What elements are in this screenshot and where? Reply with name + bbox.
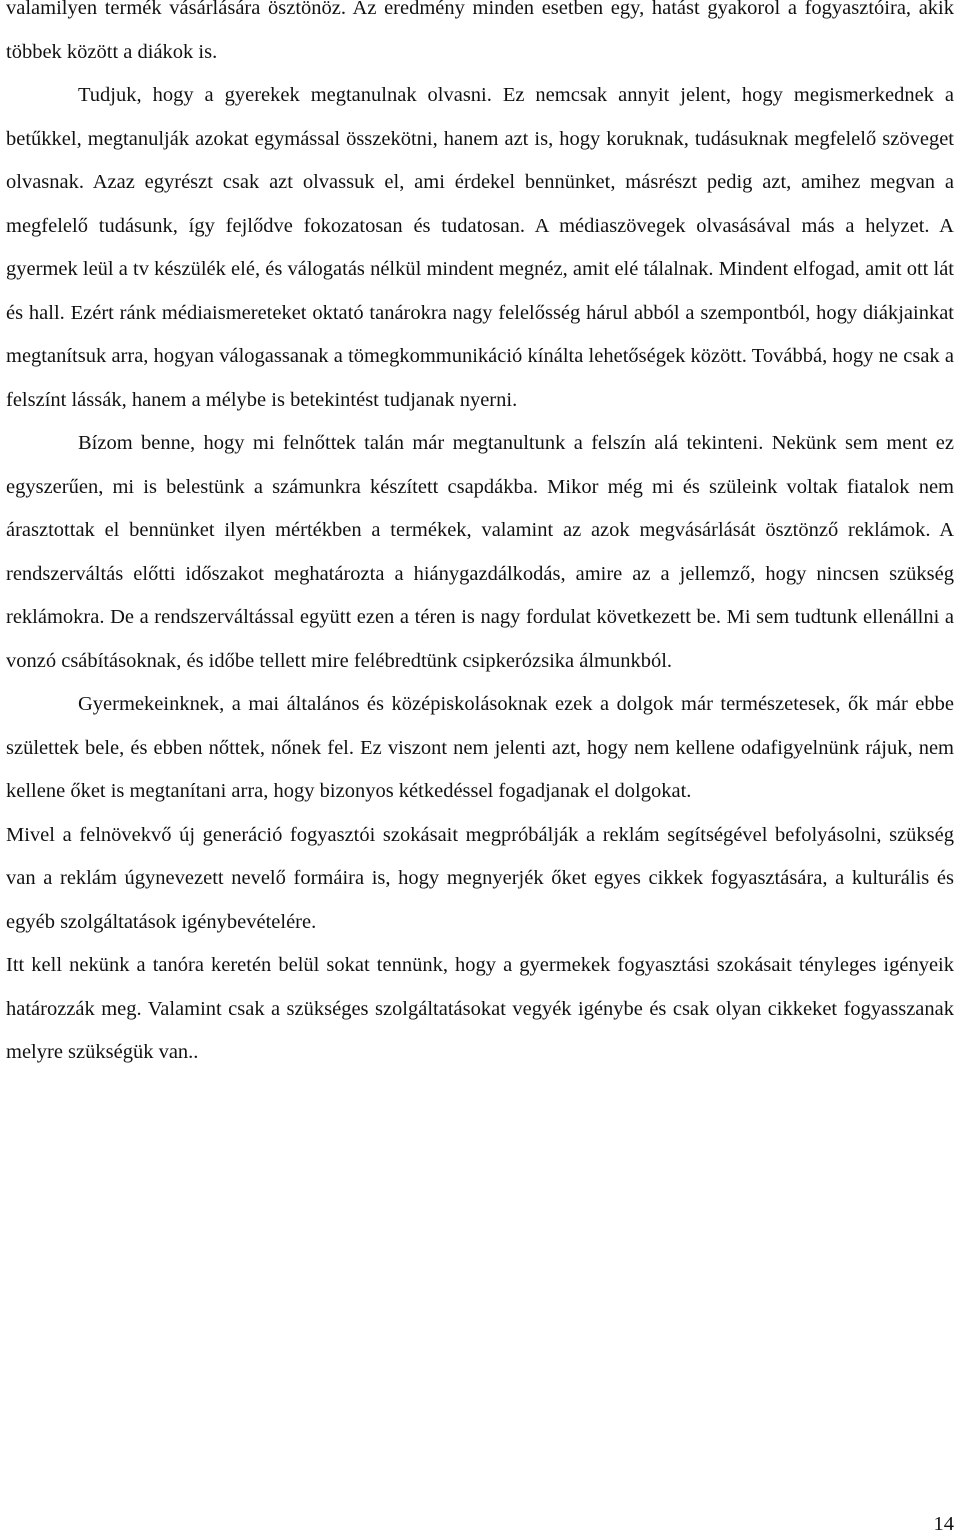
paragraph-5: Mivel a felnövekvő új generáció fogyasztói szokásait megpróbálják a reklám segítségével befolyásolni, szükség van a reklám úgynevezett nevelő formáira is, hogy megnyerjék őket egyes cikkek fogyasztására, a kulturális és egyéb szolgáltatások igénybevételére. <box>6 823 954 933</box>
paragraph-2: Tudjuk, hogy a gyerekek megtanulnak olvasni. Ez nemcsak annyit jelent, hogy megismerkednek a betűkkel, megtanulják azokat egymással összekötni, hanem azt is, hogy koruknak, tudásuknak megfelelő szöveget olvasnak. Azaz egyrészt csak azt olvassuk el, ami érdekel bennünket, másrészt pedig azt, amihez megvan a megfelelő tudásunk, így fejlődve fokozatosan és tudatosan. A médiaszövegek olvasásával más a helyzet. A gyermek leül a tv készülék elé, és válogatás nélkül mindent megnéz, amit elé tálalnak. Mindent elfogad, amit ott lát és hall. Ezért ránk médiaismereteket oktató tanárokra nagy felelősség hárul abból a szempontból, hogy diákjainkat megtanítsuk arra, hogyan válogassanak a tömegkommunikáció kínálta lehetőségek között. Továbbá, hogy ne csak a felszínt lássák, hanem a mélybe is betekintést tudjanak nyerni. <box>6 84 954 411</box>
page-number: 14 <box>933 1513 954 1535</box>
paragraph-6: Itt kell nekünk a tanóra keretén belül sokat tennünk, hogy a gyermekek fogyasztási szokásait tényleges igényeik határozzák meg. Valamint csak a szükséges szolgáltatásokat vegyék igénybe és csak olyan cikkeket fogyasszanak melyre szükségük van.. <box>6 954 954 1063</box>
document-page <box>6 0 954 1075</box>
paragraph-3: Bízom benne, hogy mi felnőttek talán már megtanultunk a felszín alá tekinteni. Nekünk sem ment ez egyszerűen, mi is belestünk a számunkra készített csapdákba. Mikor még mi és szüleink voltak fiatalok nem árasztottak el bennünket ilyen mértékben a termékek, valamint az azok megvásárlását ösztönző reklámok. A rendszerváltás előtti időszakot meghatározta a hiánygazdálkodás, amire az a jellemző, hogy nincsen szükség reklámokra. De a rendszerváltással együtt ezen a téren is nagy fordulat következett be. Mi sem tudtunk ellenállni a vonzó csábításoknak, és időbe tellett mire felébredtünk csipkerózsika álmunkból. <box>6 432 954 672</box>
paragraph-1: valamilyen termék vásárlására ösztönöz. Az eredmény minden esetben egy, hatást gyakorol a fogyasztóira, akik többek között a diákok is. <box>6 0 954 63</box>
paragraph-4: Gyermekeinknek, a mai általános és középiskolásoknak ezek a dolgok már természetesek, ők már ebbe születtek bele, és ebben nőttek, nőnek fel. Ez viszont nem jelenti azt, hogy nem kellene odafigyelnünk rájuk, nem kellene őket is megtanítani arra, hogy bizonyos kétkedéssel fogadjanak el dolgokat. <box>6 693 954 802</box>
